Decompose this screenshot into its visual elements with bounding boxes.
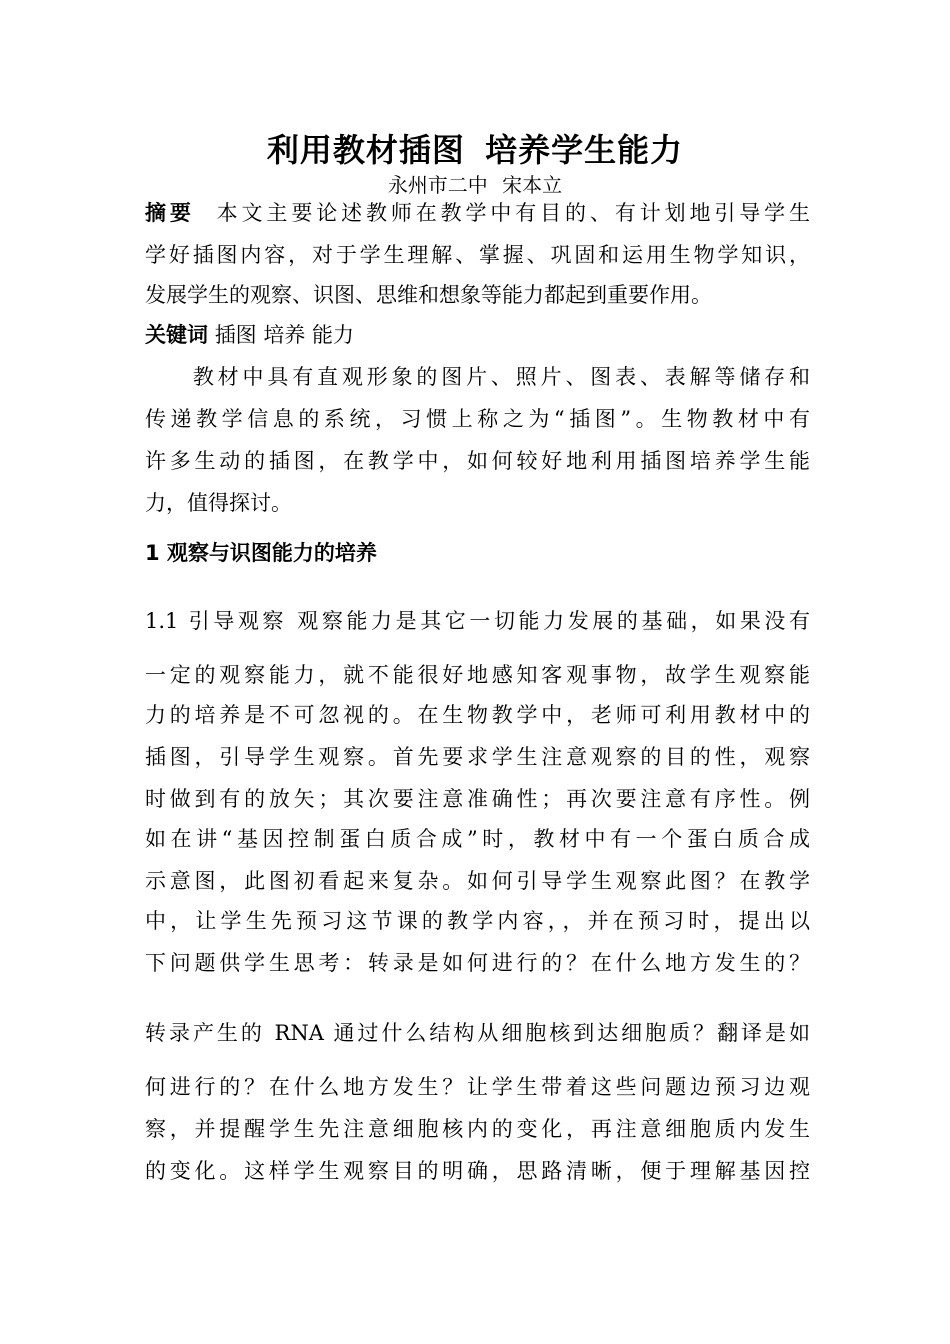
body-line: 察，并提醒学生先注意细胞核内的变化，再注意细胞质内发生: [145, 1117, 810, 1141]
body-line: 下问题供学生思考：转录是如何进行的？在什么地方发生的？: [145, 951, 810, 975]
body-line: 时做到有的放矢；其次要注意准确性；再次要注意有序性。例: [145, 787, 810, 811]
section-heading: 1 观察与识图能力的培养: [145, 541, 377, 565]
document-title: 利用教材插图 培养学生能力: [266, 131, 684, 169]
body-line: 1.1 引导观察 观察能力是其它一切能力发展的基础，如果没有: [145, 609, 810, 633]
keywords-text: 插图 培养 能力: [214, 323, 355, 347]
body-line: 何进行的？在什么地方发生？让学生带着这些问题边预习边观: [145, 1075, 810, 1099]
body-line: 力的培养是不可忽视的。在生物教学中，老师可利用教材中的: [145, 703, 810, 727]
intro-line: 传递教学信息的系统，习惯上称之为“插图”。生物教材中有: [145, 407, 810, 431]
keywords-line: [145, 320, 810, 350]
intro-line: 许多生动的插图，在教学中，如何较好地利用插图培养学生能: [145, 449, 810, 473]
intro-line: 力，值得探讨。: [145, 491, 292, 515]
abstract-label: 摘要: [145, 201, 195, 225]
keywords-label: 关键词: [145, 323, 208, 347]
body-line: 插图，引导学生观察。首先要求学生注意观察的目的性，观察: [145, 745, 810, 769]
body-line: 示意图，此图初看起来复杂。如何引导学生观察此图？在教学: [145, 869, 810, 893]
body-line: 的变化。这样学生观察目的明确，思路清晰，便于理解基因控: [145, 1159, 810, 1183]
abstract-line: 学好插图内容，对于学生理解、掌握、巩固和运用生物学知识，: [145, 243, 810, 267]
body-line: 如在讲“基因控制蛋白质合成”时，教材中有一个蛋白质合成: [145, 827, 810, 851]
author-line: 永州市二中 宋本立: [387, 173, 563, 197]
body-line: 转录产生的 RNA 通过什么结构从细胞核到达细胞质？翻译是如: [145, 1021, 810, 1045]
body-line: 中，让学生先预习这节课的教学内容，，并在预习时，提出以: [145, 909, 810, 933]
abstract-text: 本文主要论述教师在教学中有目的、有计划地引导学生: [212, 201, 811, 225]
body-line: 一定的观察能力，就不能很好地感知客观事物，故学生观察能: [145, 663, 810, 687]
abstract-line: 发展学生的观察、识图、思维和想象等能力都起到重要作用。: [145, 283, 712, 307]
intro-line: 教材中具有直观形象的图片、照片、图表、表解等储存和: [189, 365, 810, 389]
abstract-line: [145, 198, 810, 228]
